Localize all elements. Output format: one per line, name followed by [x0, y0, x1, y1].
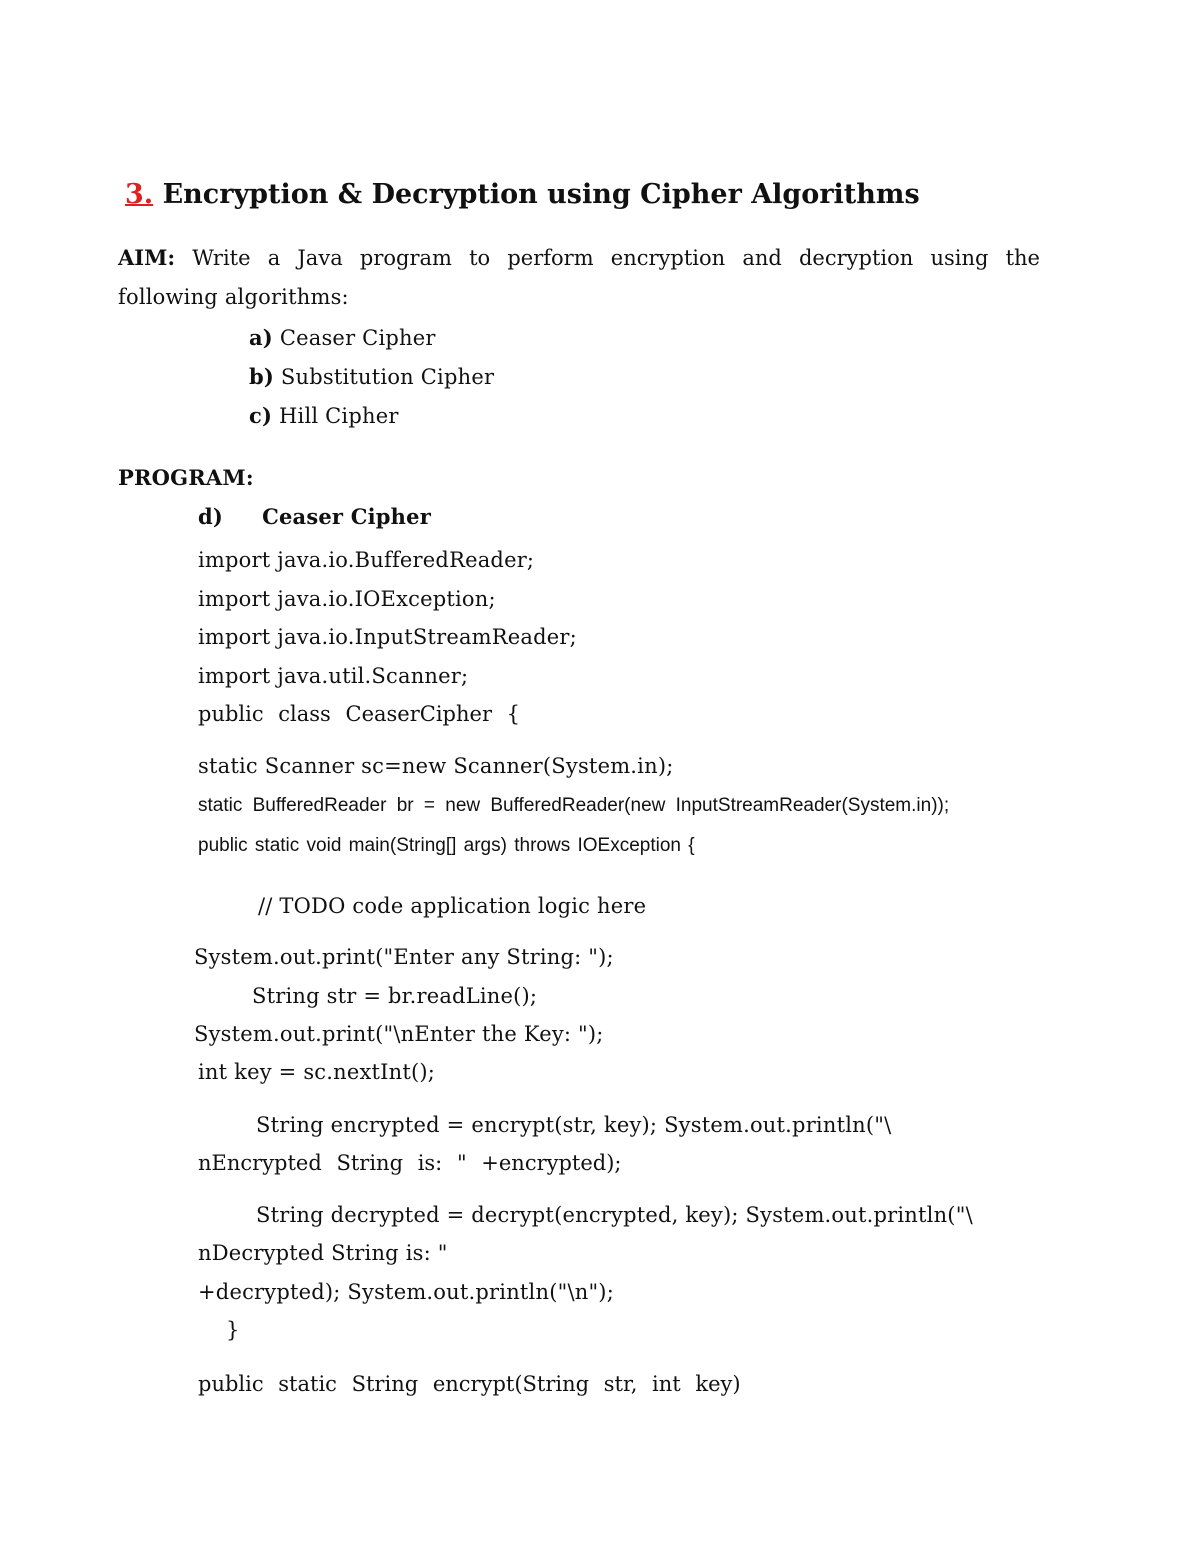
aim-word: and — [742, 246, 782, 270]
aim-word: decryption — [798, 246, 914, 270]
subsection-title: Ceaser Cipher — [262, 504, 431, 529]
code-line: System.out.print("\nEnter the Key: "); — [194, 1022, 604, 1046]
aim-word: the — [1005, 246, 1040, 270]
code-line: String encrypted = encrypt(str, key); System.out.println("\ — [256, 1113, 892, 1137]
program-label: PROGRAM: — [118, 465, 254, 490]
code-line: } — [226, 1318, 240, 1342]
code-line: +decrypted); System.out.println("\n"); — [198, 1280, 614, 1304]
code-line: nEncrypted String is: " +encrypted); — [198, 1151, 622, 1175]
code-line: String decrypted = decrypt(encrypted, key); System.out.println("\ — [256, 1203, 973, 1227]
code-comment: // TODO code application logic here — [258, 894, 647, 918]
section-title: Encryption & Decryption using Cipher Algorithms — [153, 179, 920, 210]
code-line: import java.util.Scanner; — [198, 664, 469, 688]
aim-line — [118, 244, 1040, 272]
code-line: nDecrypted String is: " — [198, 1241, 448, 1265]
algorithm-item — [249, 324, 436, 352]
code-line: public static void main(String[] args) throws IOException { — [198, 835, 695, 856]
algorithm-name: Ceaser Cipher — [279, 326, 436, 350]
aim-word: to — [469, 246, 491, 270]
list-marker: a) — [249, 325, 273, 350]
aim-word: encryption — [610, 246, 726, 270]
algorithm-item — [249, 363, 494, 391]
aim-word: Write — [192, 246, 251, 270]
code-line: public class CeaserCipher { — [198, 702, 521, 726]
code-line: static BufferedReader br = new BufferedReader(new InputStreamReader(System.in)); — [198, 795, 950, 816]
aim-word: program — [359, 246, 452, 270]
code-line: import java.io.IOException; — [198, 587, 496, 611]
code-line: System.out.print("Enter any String: "); — [194, 945, 614, 969]
algorithm-item — [249, 402, 399, 430]
aim-continuation: following algorithms: — [118, 285, 349, 309]
code-line: import java.io.InputStreamReader; — [198, 625, 577, 649]
subsection-marker: d) — [198, 504, 224, 529]
aim-word: a — [267, 246, 281, 270]
aim-word: Java — [297, 246, 343, 270]
list-marker: c) — [249, 403, 273, 428]
section-number: 3. — [125, 179, 154, 210]
aim-label: AIM: — [118, 245, 176, 270]
list-marker: b) — [249, 364, 275, 389]
algorithm-name: Substitution Cipher — [280, 365, 495, 389]
page-title — [125, 176, 920, 214]
code-line: static Scanner sc=new Scanner(System.in); — [198, 754, 674, 778]
aim-word: using — [930, 246, 989, 270]
code-line: import java.io.BufferedReader; — [198, 548, 535, 572]
aim-word: perform — [507, 246, 594, 270]
subsection-heading — [198, 503, 431, 531]
code-line: String str = br.readLine(); — [252, 984, 538, 1008]
code-line: int key = sc.nextInt(); — [198, 1060, 436, 1084]
code-line: public static String encrypt(String str, int key) — [198, 1372, 741, 1396]
algorithm-name: Hill Cipher — [279, 404, 399, 428]
